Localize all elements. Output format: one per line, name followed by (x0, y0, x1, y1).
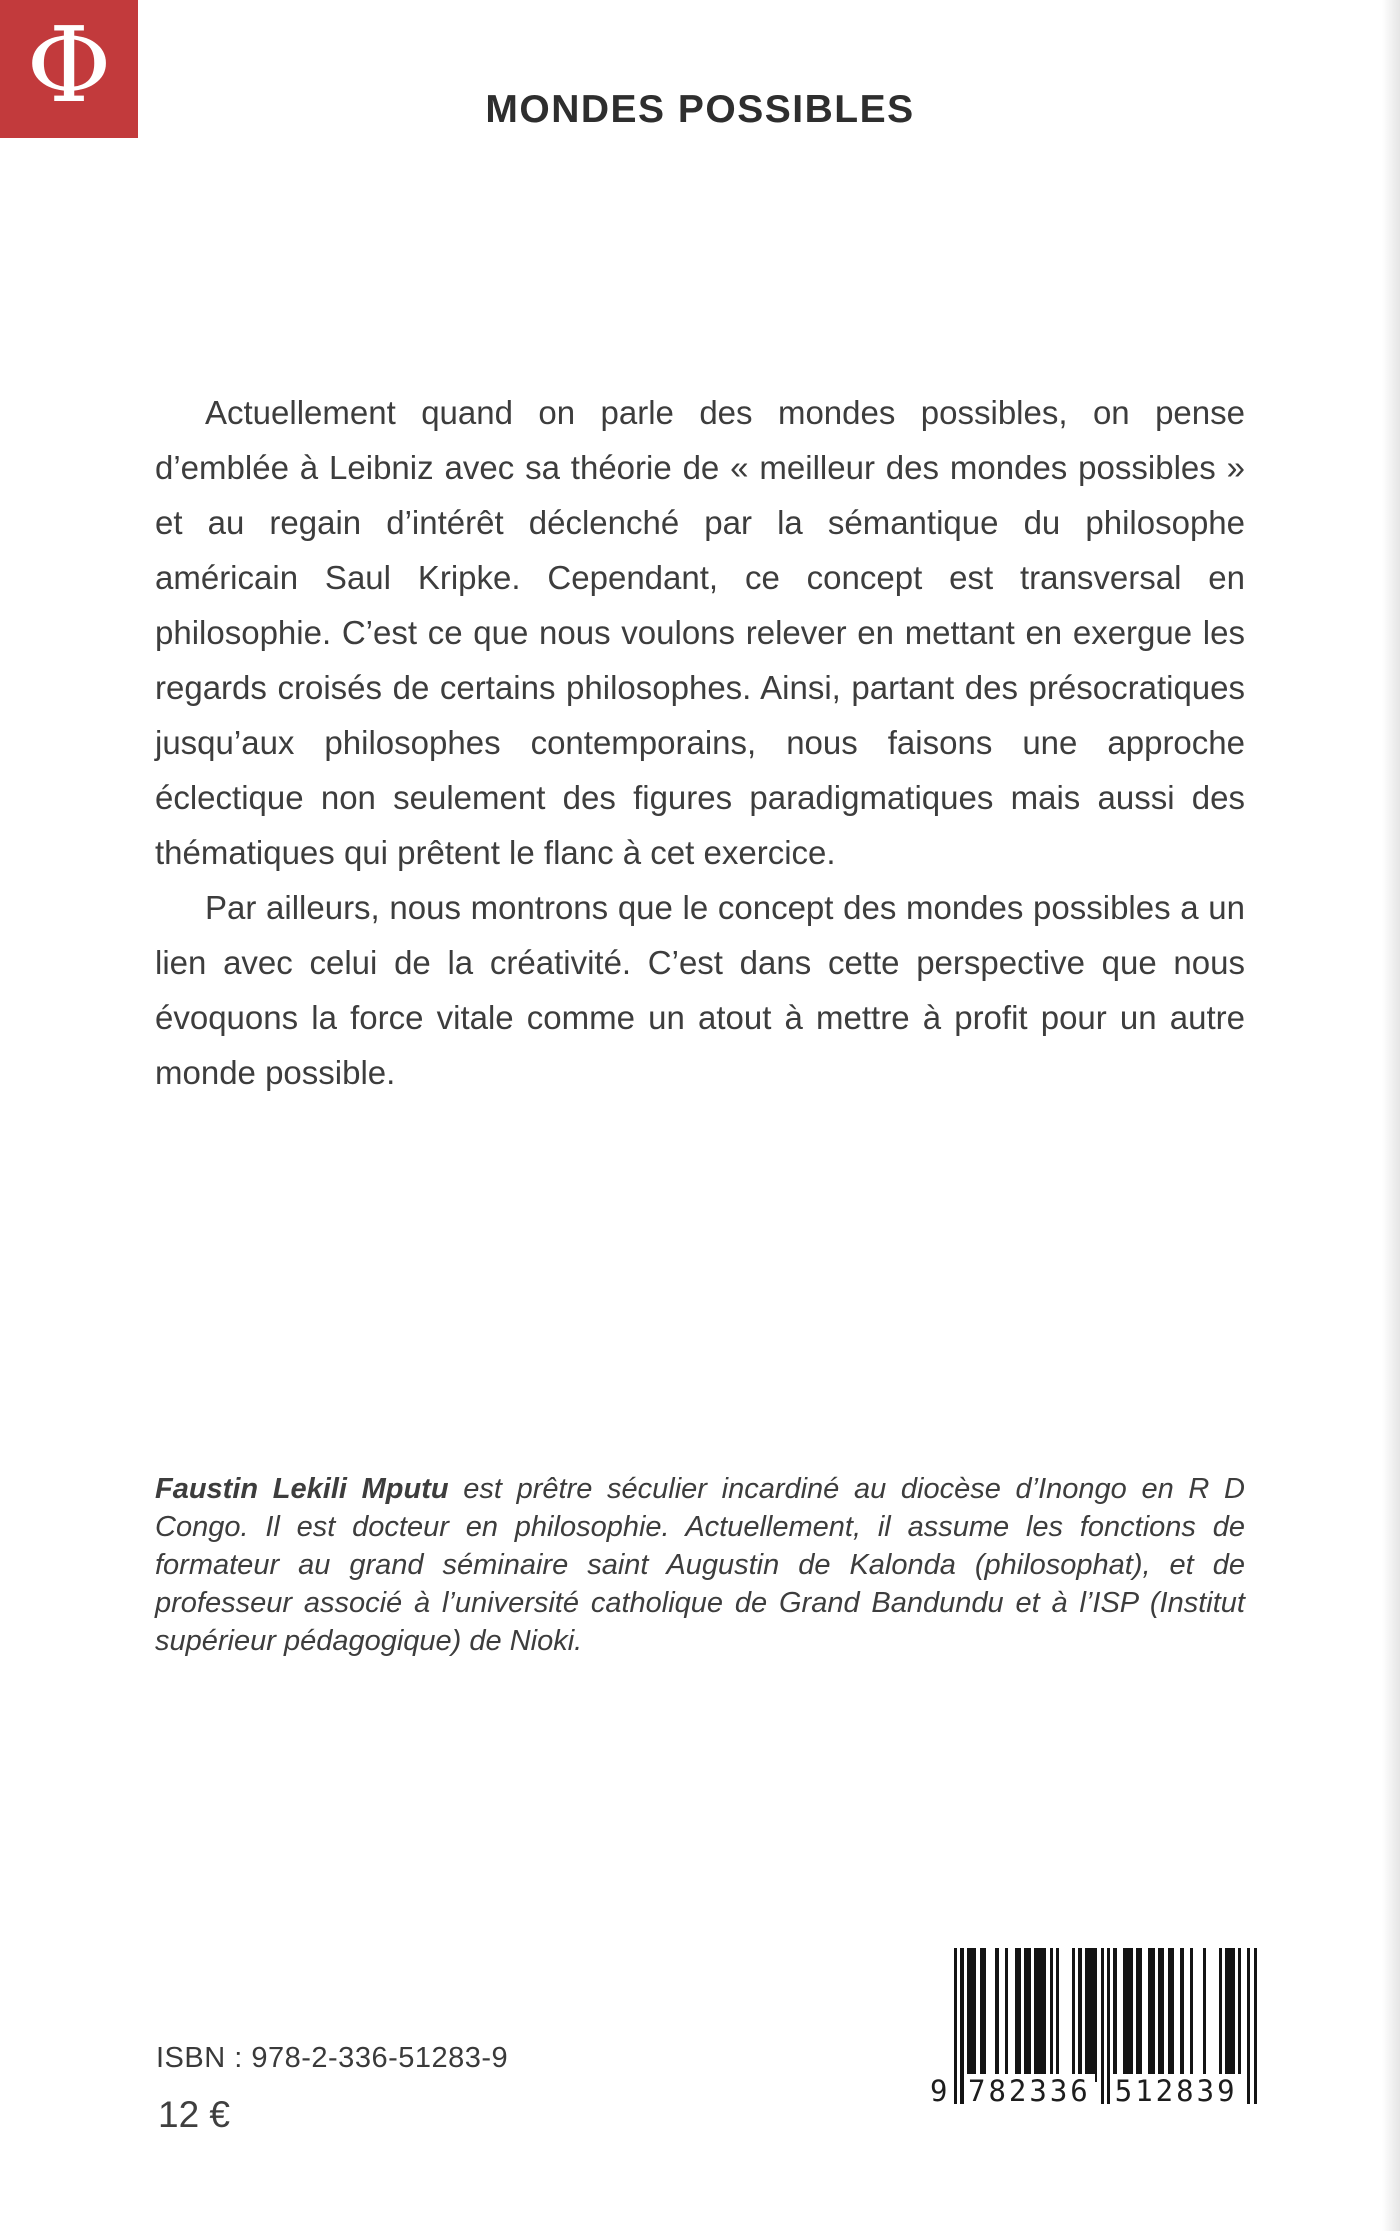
price-text: 12 € (158, 2094, 231, 2135)
author-bio-paragraph (155, 1470, 1245, 1660)
page-edge-shading (1382, 0, 1400, 2231)
synopsis-paragraph-1: Actuellement quand on parle des mondes possibles, on pense d’emblée à Leibniz avec sa théorie de « meilleur des mondes possibles » et au regain d’intérêt déclenché par la sémantique du philosophe américain Saul Kripke. Cependant, ce concept est transversal en philosophie. C’est ce que nous voulons relever en mettant en exergue les regards croisés de certains philosophes. Ainsi, partant des présocratiques jusqu’aux philosophes contemporains, nous faisons une approche éclectique non seulement des figures paradigmatiques mais aussi des thématiques qui prêtent le flanc à cet exercice. (155, 394, 1245, 871)
author-name: Faustin Lekili Mputu (155, 1473, 449, 1505)
barcode-digits-right: 512839 (1111, 2074, 1242, 2108)
author-bio-text: est prêtre séculier incardiné au diocèse d’Inongo en R D Congo. Il est docteur en philosophie. Actuellement, il assume les fonctions de formateur au grand séminaire saint Augustin de Kalonda (philosophat), et de professeur associé à l’université catholique de Grand Bandundu et à l’ISP (Institut supérieur pédagogique) de Nioki. (155, 1473, 1245, 1657)
publisher-logo (0, 0, 138, 138)
book-title: MONDES POSSIBLES (485, 88, 915, 131)
barcode-digits (930, 2074, 1264, 2108)
synopsis (155, 385, 1245, 1100)
isbn-text: ISBN : 978-2-336-51283-9 (156, 2042, 509, 2074)
phi-logo-icon: Φ (26, 4, 112, 126)
barcode-digits-left: 782336 (964, 2074, 1095, 2108)
author-bio (155, 1470, 1245, 1660)
synopsis-paragraph-2: Par ailleurs, nous montrons que le concept des mondes possibles a un lien avec celui de la créativité. C’est dans cette perspective que nous évoquons la force vitale comme un atout à mettre à profit pour un autre monde possible. (155, 889, 1245, 1091)
barcode (930, 1948, 1264, 2122)
barcode-digit-lead: 9 (930, 2074, 951, 2108)
